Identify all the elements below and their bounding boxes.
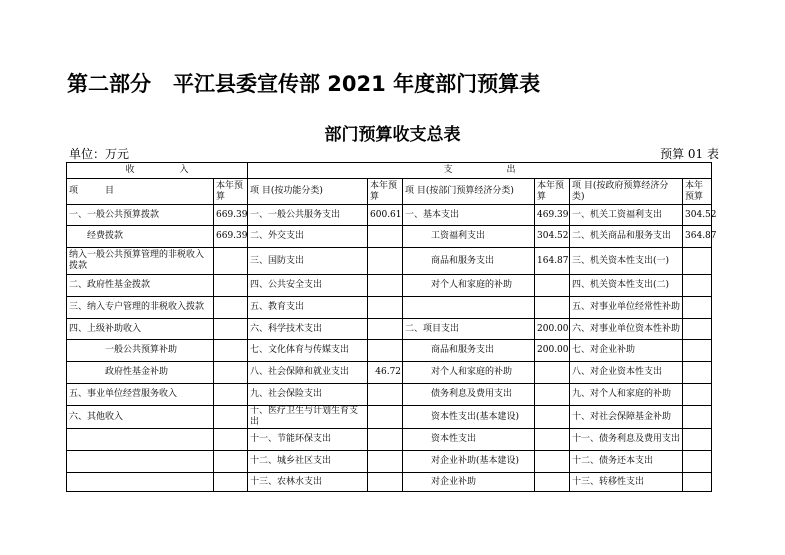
func-item-cell: 四、公共安全支出 xyxy=(248,275,368,297)
dept-amount-cell xyxy=(535,451,570,473)
dept-amount-cell: 469.39 xyxy=(535,205,570,226)
table-row xyxy=(67,429,712,451)
income-amount-cell xyxy=(214,319,248,340)
dept-amount-cell: 200.00 xyxy=(535,340,570,362)
income-amount-cell xyxy=(214,340,248,362)
gov-item-cell: 六、对事业单位资本性补助 xyxy=(570,319,683,340)
func-amount-cell xyxy=(368,275,403,297)
income-amount-cell xyxy=(214,429,248,451)
table-row xyxy=(67,473,712,492)
dept-item-cell: 一、基本支出 xyxy=(403,205,535,226)
func-item-cell: 二、外交支出 xyxy=(248,226,368,248)
data-rows xyxy=(67,205,717,492)
dept-item-cell xyxy=(403,297,535,319)
table-row xyxy=(67,248,712,275)
income-amount-cell xyxy=(214,297,248,319)
gov-budget-header: 本年预算 xyxy=(683,179,712,205)
func-amount-cell: 600.61 xyxy=(368,205,403,226)
gov-amount-cell xyxy=(683,362,712,384)
func-amount-cell xyxy=(368,406,403,429)
dept-item-cell: 商品和服务支出 xyxy=(403,340,535,362)
dept-item-cell: 资本性支出(基本建设) xyxy=(403,406,535,429)
func-amount-cell xyxy=(368,473,403,492)
gov-item-cell: 十二、债务还本支出 xyxy=(570,451,683,473)
table-row xyxy=(67,451,712,473)
income-item-cell: 三、纳入专户管理的非税收入拨款 xyxy=(67,297,214,319)
func-amount-cell xyxy=(368,451,403,473)
table-row xyxy=(67,406,712,429)
gov-amount-cell xyxy=(683,406,712,429)
func-amount-cell xyxy=(368,248,403,275)
table-title: 部门预算收支总表 xyxy=(324,125,461,145)
income-item-cell: 二、政府性基金拨款 xyxy=(67,275,214,297)
gov-item-cell: 九、对个人和家庭的补助 xyxy=(570,384,683,406)
func-amount-cell xyxy=(368,384,403,406)
func-item-cell: 十一、节能环保支出 xyxy=(248,429,368,451)
gov-amount-cell xyxy=(683,275,712,297)
part-label: 第二部分 xyxy=(67,72,151,96)
income-amount-cell xyxy=(214,473,248,492)
gov-item-cell: 十一、债务利息及费用支出 xyxy=(570,429,683,451)
func-amount-cell: 46.72 xyxy=(368,362,403,384)
income-item-header: 项 目 xyxy=(67,179,214,205)
income-amount-cell xyxy=(214,384,248,406)
func-item-cell: 五、教育支出 xyxy=(248,297,368,319)
gov-amount-cell xyxy=(683,429,712,451)
func-item-header: 项 目(按功能分类) xyxy=(248,179,368,205)
document-title: 平江县委宣传部 2021 年度部门预算表 xyxy=(173,72,541,96)
income-amount-cell: 669.39 xyxy=(214,226,248,248)
header-row-columns xyxy=(67,179,712,205)
table-row xyxy=(67,275,712,297)
dept-amount-cell xyxy=(535,473,570,492)
gov-amount-cell: 364.87 xyxy=(683,226,712,248)
table-row xyxy=(67,226,712,248)
dept-item-cell: 对个人和家庭的补助 xyxy=(403,362,535,384)
gov-amount-cell xyxy=(683,451,712,473)
dept-item-header: 项 目(按部门预算经济分类) xyxy=(403,179,535,205)
func-budget-header: 本年预算 xyxy=(368,179,403,205)
dept-amount-cell xyxy=(535,429,570,451)
func-item-cell: 十二、城乡社区支出 xyxy=(248,451,368,473)
dept-amount-cell xyxy=(535,406,570,429)
dept-item-cell: 对企业补助 xyxy=(403,473,535,492)
func-item-cell: 六、科学技术支出 xyxy=(248,319,368,340)
gov-amount-cell xyxy=(683,297,712,319)
dept-amount-cell xyxy=(535,384,570,406)
func-item-cell: 七、文化体育与传媒支出 xyxy=(248,340,368,362)
table-code: 预算 01 表 xyxy=(660,147,719,161)
gov-amount-cell xyxy=(683,384,712,406)
gov-amount-cell xyxy=(683,319,712,340)
table-row xyxy=(67,340,712,362)
gov-item-cell: 八、对企业资本性支出 xyxy=(570,362,683,384)
gov-item-cell: 四、机关资本性支出(二) xyxy=(570,275,683,297)
table-row xyxy=(67,319,712,340)
gov-amount-cell xyxy=(683,340,712,362)
gov-item-cell: 十、对社会保障基金补助 xyxy=(570,406,683,429)
func-item-cell: 九、社会保险支出 xyxy=(248,384,368,406)
income-item-cell xyxy=(67,451,214,473)
income-item-cell: 一般公共预算补助 xyxy=(67,340,214,362)
dept-item-cell: 对企业补助(基本建设) xyxy=(403,451,535,473)
dept-amount-cell: 304.52 xyxy=(535,226,570,248)
gov-item-header: 项 目(按政府预算经济分类) xyxy=(570,179,683,205)
gov-amount-cell: 304.52 xyxy=(683,205,712,226)
dept-item-cell: 商品和服务支出 xyxy=(403,248,535,275)
income-amount-cell xyxy=(214,275,248,297)
income-budget-header: 本年预算 xyxy=(214,179,248,205)
unit-label: 单位：万元 xyxy=(69,147,130,161)
dept-item-cell: 工资福利支出 xyxy=(403,226,535,248)
table-row xyxy=(67,384,712,406)
income-item-cell: 纳入一般公共预算管理的非税收入拨款 xyxy=(67,248,214,275)
table-row xyxy=(67,205,712,226)
budget-summary-table xyxy=(66,162,717,492)
income-item-cell: 一、一般公共预算拨款 xyxy=(67,205,214,226)
func-item-cell: 十、医疗卫生与计划生育支出 xyxy=(248,406,368,429)
income-amount-cell xyxy=(214,451,248,473)
gov-amount-cell xyxy=(683,473,712,492)
dept-amount-cell: 164.87 xyxy=(535,248,570,275)
func-item-cell: 八、社会保障和就业支出 xyxy=(248,362,368,384)
gov-item-cell: 五、对事业单位经常性补助 xyxy=(570,297,683,319)
dept-budget-header: 本年预算 xyxy=(535,179,570,205)
dept-amount-cell xyxy=(535,297,570,319)
table-row xyxy=(67,362,712,384)
dept-item-cell: 资本性支出 xyxy=(403,429,535,451)
table-row xyxy=(67,297,712,319)
func-item-cell: 三、国防支出 xyxy=(248,248,368,275)
income-amount-cell xyxy=(214,406,248,429)
gov-amount-cell xyxy=(683,248,712,275)
expense-header: 支 出 xyxy=(248,163,712,179)
income-amount-cell: 669.39 xyxy=(214,205,248,226)
part-title xyxy=(67,68,540,98)
func-amount-cell xyxy=(368,340,403,362)
dept-item-cell: 二、项目支出 xyxy=(403,319,535,340)
gov-item-cell: 十三、转移性支出 xyxy=(570,473,683,492)
func-amount-cell xyxy=(368,429,403,451)
dept-item-cell: 债务利息及费用支出 xyxy=(403,384,535,406)
income-item-cell: 经费拨款 xyxy=(67,226,214,248)
func-item-cell: 十三、农林水支出 xyxy=(248,473,368,492)
gov-item-cell: 三、机关资本性支出(一) xyxy=(570,248,683,275)
income-amount-cell xyxy=(214,248,248,275)
gov-item-cell: 二、机关商品和服务支出 xyxy=(570,226,683,248)
income-item-cell: 四、上级补助收入 xyxy=(67,319,214,340)
income-header: 收 入 xyxy=(67,163,248,179)
income-item-cell: 五、事业单位经营服务收入 xyxy=(67,384,214,406)
income-item-cell: 六、其他收入 xyxy=(67,406,214,429)
func-amount-cell xyxy=(368,319,403,340)
gov-item-cell: 七、对企业补助 xyxy=(570,340,683,362)
income-item-cell xyxy=(67,429,214,451)
income-item-cell: 政府性基金补助 xyxy=(67,362,214,384)
dept-amount-cell xyxy=(535,275,570,297)
func-amount-cell xyxy=(368,297,403,319)
dept-amount-cell: 200.00 xyxy=(535,319,570,340)
income-amount-cell xyxy=(214,362,248,384)
func-item-cell: 一、一般公共服务支出 xyxy=(248,205,368,226)
dept-amount-cell xyxy=(535,362,570,384)
func-amount-cell xyxy=(368,226,403,248)
header-row-group xyxy=(67,163,712,179)
income-item-cell xyxy=(67,473,214,492)
gov-item-cell: 一、机关工资福利支出 xyxy=(570,205,683,226)
dept-item-cell: 对个人和家庭的补助 xyxy=(403,275,535,297)
